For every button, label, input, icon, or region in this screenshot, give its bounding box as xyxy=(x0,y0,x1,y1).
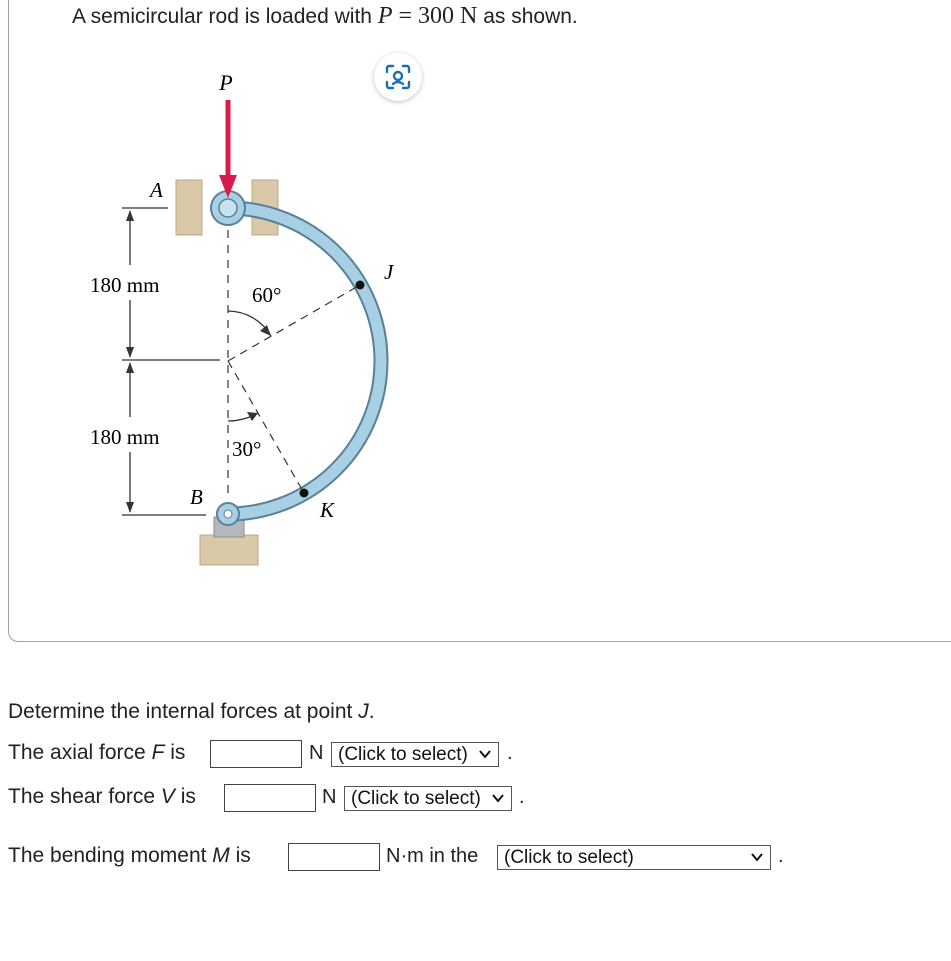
dim-arrow-1 xyxy=(126,210,134,221)
moment-select-text: (Click to select) xyxy=(504,846,634,868)
point-K xyxy=(300,489,309,498)
shear-variable: V xyxy=(160,785,175,808)
label-angle-60: 60° xyxy=(252,283,282,307)
dim-arrow-3 xyxy=(126,362,134,373)
rod-outline xyxy=(228,208,381,514)
bending-moment-input[interactable] xyxy=(288,843,380,871)
dim-arrow-4 xyxy=(126,502,134,513)
axial-variable: F xyxy=(151,741,165,764)
question-prompt xyxy=(8,700,375,724)
label-angle-30: 30° xyxy=(232,437,262,461)
angle-arc-30-arrow xyxy=(247,412,258,421)
axial-select-text: (Click to select) xyxy=(338,743,468,765)
angle-arc-60-arrow xyxy=(260,325,271,336)
label-J: J xyxy=(384,260,394,284)
moment-variable: M xyxy=(212,844,230,867)
axial-label-text: The axial force xyxy=(8,741,152,764)
dim-bottom-label: 180 mm xyxy=(90,425,160,449)
pin-B-inner xyxy=(224,510,232,518)
axial-direction-select[interactable] xyxy=(331,742,499,767)
zoom-scan-icon xyxy=(385,64,411,90)
chevron-down-icon xyxy=(478,747,492,761)
question-prompt-end: . xyxy=(368,700,375,723)
moment-label-text: The bending moment xyxy=(8,844,213,867)
shear-force-input[interactable] xyxy=(224,784,316,812)
axial-force-label xyxy=(8,741,185,765)
axial-force-input[interactable] xyxy=(210,740,302,768)
shear-label-text: The shear force xyxy=(8,785,161,808)
semicircular-rod-figure xyxy=(80,55,440,585)
moment-unit: N·m in the xyxy=(386,845,479,867)
label-A: A xyxy=(150,178,163,202)
shear-select-text: (Click to select) xyxy=(351,787,481,809)
moment-direction-select[interactable] xyxy=(497,845,771,870)
question-point: J xyxy=(358,700,369,723)
radius-to-K xyxy=(228,361,304,493)
moment-period: . xyxy=(778,845,784,867)
problem-suffix: as shown. xyxy=(477,5,578,28)
point-J xyxy=(356,281,365,290)
radius-to-J xyxy=(228,285,360,361)
bottom-support xyxy=(200,535,258,565)
zoom-image-button[interactable] xyxy=(374,53,422,101)
shear-period: . xyxy=(519,786,525,808)
axial-label-end: is xyxy=(164,741,186,764)
top-left-wall xyxy=(176,180,202,235)
label-P: P xyxy=(219,70,233,95)
problem-intro: A semicircular rod is loaded with xyxy=(72,5,372,28)
label-B: B xyxy=(190,485,203,509)
load-symbol: P xyxy=(377,3,393,29)
question-prompt-text: Determine the internal forces at point xyxy=(8,700,359,723)
rod xyxy=(228,208,381,514)
dim-arrow-2 xyxy=(126,347,134,358)
axial-period: . xyxy=(507,742,513,764)
shear-direction-select[interactable] xyxy=(344,786,512,811)
shear-label-end: is xyxy=(174,785,196,808)
chevron-down-icon xyxy=(750,850,764,864)
problem-statement xyxy=(72,3,578,30)
label-K: K xyxy=(320,498,335,522)
dim-top-label: 180 mm xyxy=(90,273,160,297)
load-expression xyxy=(378,3,478,29)
axial-unit: N xyxy=(309,742,324,764)
pin-A-inner xyxy=(219,199,237,217)
shear-unit: N xyxy=(322,786,337,808)
moment-label-end: is xyxy=(229,844,251,867)
bending-moment-label xyxy=(8,844,251,868)
shear-force-label xyxy=(8,785,196,809)
chevron-down-icon xyxy=(491,791,505,805)
load-value: = 300 N xyxy=(392,3,478,29)
